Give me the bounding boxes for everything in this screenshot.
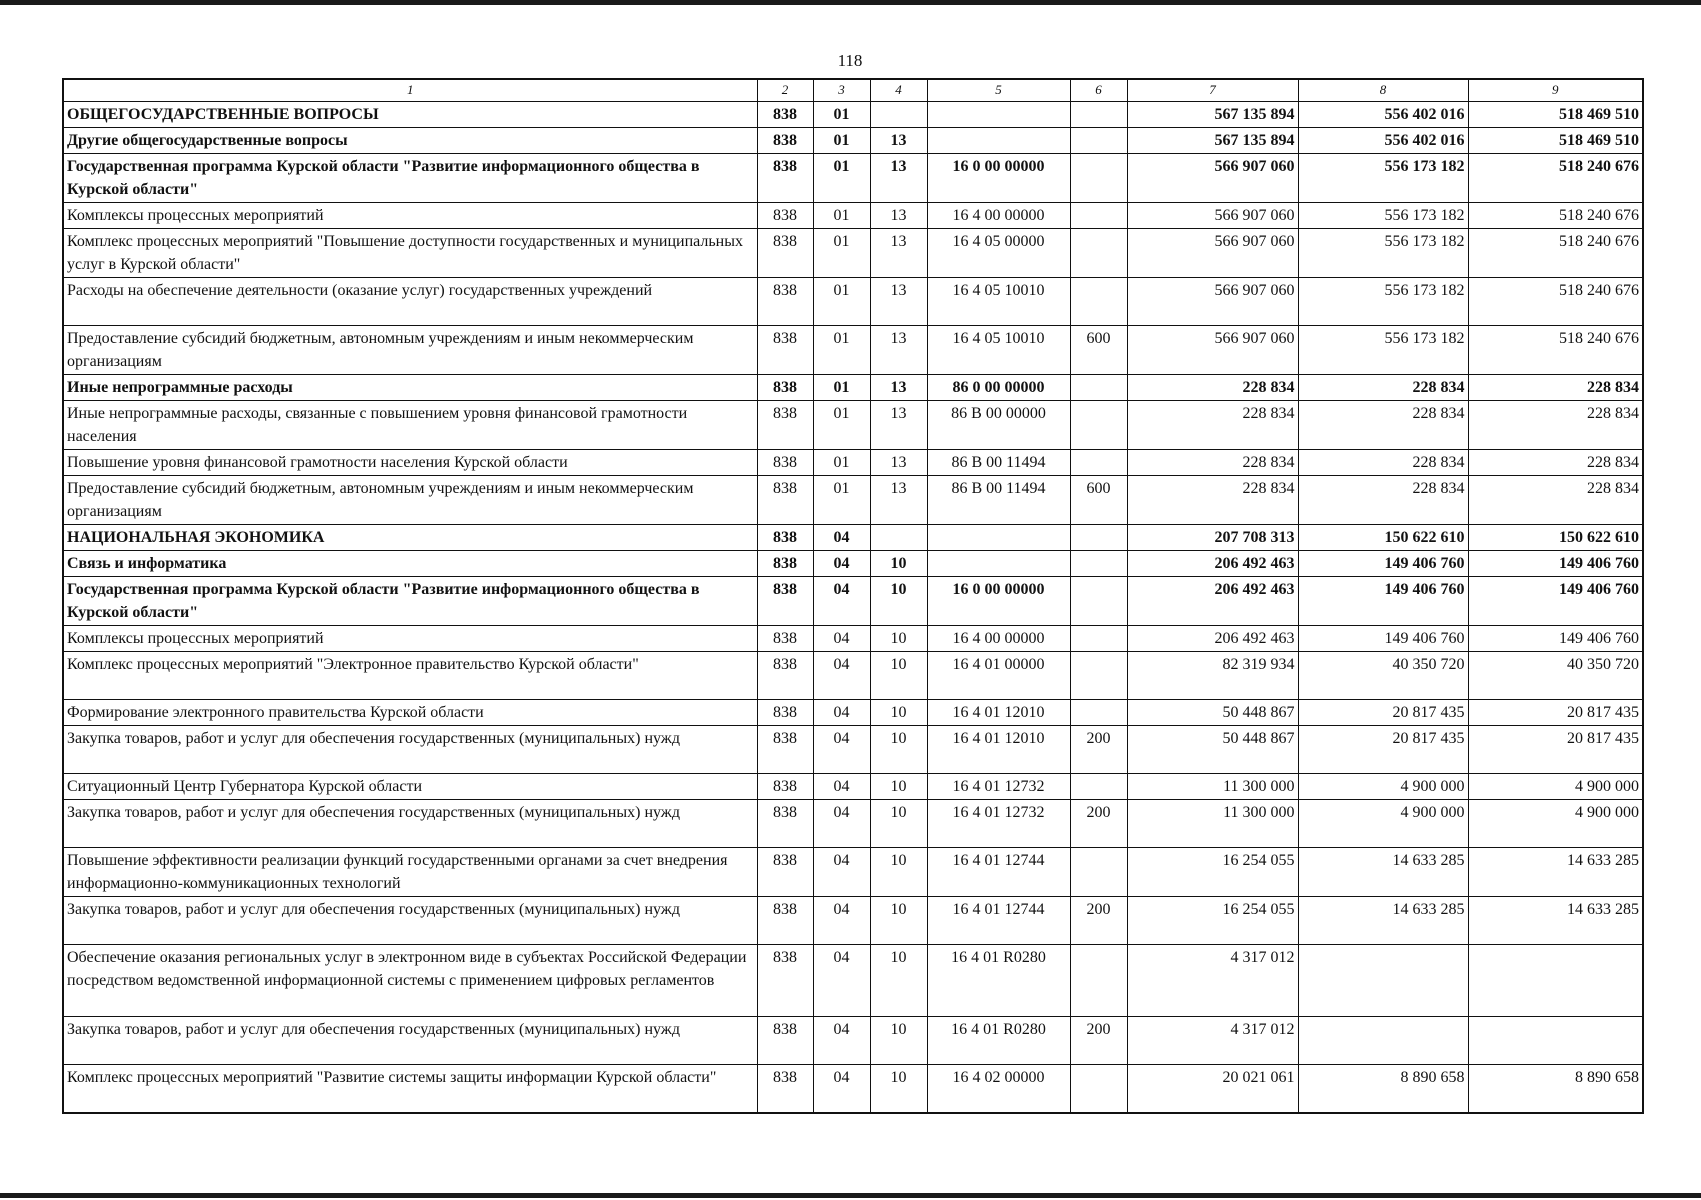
ministry-code: 838 [757,401,813,450]
target-article-code: 16 4 01 00000 [927,652,1070,700]
target-article-code: 16 4 01 12010 [927,726,1070,774]
amount-col-8: 149 406 760 [1298,626,1468,652]
target-article-code [927,525,1070,551]
table-row [63,726,1643,774]
amount-col-9 [1468,945,1643,1017]
budget-table [62,78,1644,1114]
section-code: 04 [813,945,870,1017]
target-article-code: 16 4 01 12732 [927,800,1070,848]
table-row [63,652,1643,700]
table-row [63,476,1643,525]
expense-type-code [1070,450,1127,476]
section-code: 04 [813,848,870,897]
subsection-code: 13 [870,278,927,326]
ministry-code: 838 [757,476,813,525]
ministry-code: 838 [757,945,813,1017]
ministry-code: 838 [757,848,813,897]
amount-col-7: 50 448 867 [1127,700,1298,726]
section-code: 04 [813,1017,870,1065]
expense-type-code [1070,551,1127,577]
amount-col-7: 566 907 060 [1127,229,1298,278]
subsection-code: 13 [870,128,927,154]
amount-col-9: 4 900 000 [1468,800,1643,848]
table-row [63,401,1643,450]
table-row [63,229,1643,278]
expense-type-code [1070,848,1127,897]
table-row [63,700,1643,726]
section-code: 01 [813,102,870,128]
expense-type-code: 200 [1070,726,1127,774]
subsection-code: 13 [870,326,927,375]
expense-type-code [1070,375,1127,401]
expense-type-code [1070,945,1127,1017]
ministry-code: 838 [757,326,813,375]
amount-col-8: 228 834 [1298,401,1468,450]
expense-type-code [1070,154,1127,203]
expense-type-code: 600 [1070,326,1127,375]
subsection-code: 10 [870,1017,927,1065]
amount-col-8: 8 890 658 [1298,1065,1468,1113]
amount-col-7: 566 907 060 [1127,154,1298,203]
budget-item-name: Закупка товаров, работ и услуг для обеспечения государственных (муниципальных) нужд [63,897,757,945]
expense-type-code [1070,128,1127,154]
subsection-code: 10 [870,945,927,1017]
expense-type-code [1070,700,1127,726]
budget-item-name: Иные непрограммные расходы [63,375,757,401]
amount-col-9: 518 240 676 [1468,326,1643,375]
target-article-code [927,102,1070,128]
table-row [63,945,1643,1017]
subsection-code: 10 [870,700,927,726]
budget-item-name: Комплексы процессных мероприятий [63,626,757,652]
target-article-code [927,128,1070,154]
amount-col-7: 228 834 [1127,450,1298,476]
amount-col-7: 11 300 000 [1127,774,1298,800]
amount-col-8: 4 900 000 [1298,774,1468,800]
subsection-code [870,525,927,551]
amount-col-7: 566 907 060 [1127,203,1298,229]
amount-col-7: 206 492 463 [1127,551,1298,577]
budget-item-name: Закупка товаров, работ и услуг для обеспечения государственных (муниципальных) нужд [63,726,757,774]
budget-item-name: Государственная программа Курской области "Развитие информационного общества в Курской области" [63,577,757,626]
section-code: 01 [813,375,870,401]
amount-col-9: 20 817 435 [1468,700,1643,726]
amount-col-9: 4 900 000 [1468,774,1643,800]
amount-col-7: 567 135 894 [1127,102,1298,128]
section-code: 04 [813,726,870,774]
section-code: 01 [813,154,870,203]
subsection-code: 10 [870,551,927,577]
amount-col-9: 518 469 510 [1468,128,1643,154]
budget-item-name: Расходы на обеспечение деятельности (оказание услуг) государственных учреждений [63,278,757,326]
subsection-code: 13 [870,401,927,450]
table-row [63,154,1643,203]
amount-col-9: 518 240 676 [1468,203,1643,229]
table-row [63,128,1643,154]
section-code: 01 [813,128,870,154]
target-article-code: 16 4 01 12010 [927,700,1070,726]
section-code: 01 [813,401,870,450]
target-article-code: 86 В 00 11494 [927,476,1070,525]
ministry-code: 838 [757,375,813,401]
column-number-row [63,79,1643,102]
column-header: 6 [1070,79,1127,102]
section-code: 04 [813,800,870,848]
amount-col-8: 556 173 182 [1298,154,1468,203]
budget-item-name: Комплекс процессных мероприятий "Повышение доступности государственных и муниципальных услуг в Курской области" [63,229,757,278]
expense-type-code [1070,229,1127,278]
ministry-code: 838 [757,700,813,726]
amount-col-9: 149 406 760 [1468,577,1643,626]
amount-col-7: 11 300 000 [1127,800,1298,848]
amount-col-9: 20 817 435 [1468,726,1643,774]
amount-col-9: 14 633 285 [1468,848,1643,897]
subsection-code: 13 [870,476,927,525]
target-article-code: 16 4 02 00000 [927,1065,1070,1113]
amount-col-7: 82 319 934 [1127,652,1298,700]
section-code: 01 [813,326,870,375]
target-article-code: 86 0 00 00000 [927,375,1070,401]
column-header: 9 [1468,79,1643,102]
subsection-code: 10 [870,800,927,848]
table-row [63,525,1643,551]
amount-col-8: 556 173 182 [1298,326,1468,375]
subsection-code: 13 [870,229,927,278]
table-row [63,1065,1643,1113]
ministry-code: 838 [757,1017,813,1065]
amount-col-8: 556 402 016 [1298,128,1468,154]
budget-item-name: Иные непрограммные расходы, связанные с повышением уровня финансовой грамотности населения [63,401,757,450]
budget-item-name: Предоставление субсидий бюджетным, автономным учреждениям и иным некоммерческим организациям [63,476,757,525]
amount-col-9: 518 240 676 [1468,154,1643,203]
ministry-code: 838 [757,1065,813,1113]
amount-col-8: 228 834 [1298,476,1468,525]
budget-item-name: Государственная программа Курской области "Развитие информационного общества в Курской области" [63,154,757,203]
target-article-code: 16 4 00 00000 [927,203,1070,229]
ministry-code: 838 [757,278,813,326]
amount-col-8: 556 173 182 [1298,203,1468,229]
section-code: 04 [813,577,870,626]
section-code: 04 [813,1065,870,1113]
ministry-code: 838 [757,525,813,551]
subsection-code: 13 [870,203,927,229]
amount-col-7: 20 021 061 [1127,1065,1298,1113]
ministry-code: 838 [757,577,813,626]
section-code: 01 [813,450,870,476]
expense-type-code [1070,278,1127,326]
table-row [63,800,1643,848]
amount-col-7: 566 907 060 [1127,326,1298,375]
ministry-code: 838 [757,652,813,700]
budget-item-name: Обеспечение оказания региональных услуг в электронном виде в субъектах Российской Федерации посредством ведомственной информационной системы с применением цифровых регламентов [63,945,757,1017]
amount-col-7: 207 708 313 [1127,525,1298,551]
expense-type-code [1070,203,1127,229]
table-row [63,326,1643,375]
amount-col-7: 567 135 894 [1127,128,1298,154]
expense-type-code [1070,577,1127,626]
section-code: 04 [813,897,870,945]
budget-item-name: Комплекс процессных мероприятий "Электронное правительство Курской области" [63,652,757,700]
amount-col-8 [1298,1017,1468,1065]
table-row [63,375,1643,401]
ministry-code: 838 [757,800,813,848]
subsection-code: 10 [870,774,927,800]
section-code: 04 [813,700,870,726]
table-row [63,278,1643,326]
column-header: 3 [813,79,870,102]
budget-item-name: Связь и информатика [63,551,757,577]
amount-col-8: 14 633 285 [1298,848,1468,897]
amount-col-8: 228 834 [1298,450,1468,476]
amount-col-8: 556 402 016 [1298,102,1468,128]
target-article-code: 16 4 01 12744 [927,848,1070,897]
amount-col-7: 4 317 012 [1127,1017,1298,1065]
amount-col-7: 206 492 463 [1127,577,1298,626]
expense-type-code: 200 [1070,1017,1127,1065]
amount-col-7: 228 834 [1127,375,1298,401]
ministry-code: 838 [757,102,813,128]
ministry-code: 838 [757,203,813,229]
target-article-code: 86 В 00 11494 [927,450,1070,476]
target-article-code [927,551,1070,577]
target-article-code: 16 4 00 00000 [927,626,1070,652]
amount-col-9: 149 406 760 [1468,551,1643,577]
expense-type-code [1070,774,1127,800]
section-code: 04 [813,626,870,652]
subsection-code: 10 [870,652,927,700]
amount-col-9: 228 834 [1468,476,1643,525]
budget-item-name: Комплекс процессных мероприятий "Развитие системы защиты информации Курской области" [63,1065,757,1113]
amount-col-9: 518 469 510 [1468,102,1643,128]
column-header: 7 [1127,79,1298,102]
table-row [63,848,1643,897]
table-row [63,774,1643,800]
ministry-code: 838 [757,551,813,577]
ministry-code: 838 [757,450,813,476]
amount-col-8: 150 622 610 [1298,525,1468,551]
amount-col-7: 50 448 867 [1127,726,1298,774]
amount-col-9 [1468,1017,1643,1065]
target-article-code: 16 0 00 00000 [927,577,1070,626]
expense-type-code [1070,1065,1127,1113]
scan-edge-bottom [0,1193,1701,1198]
target-article-code: 16 4 05 10010 [927,326,1070,375]
table-row [63,626,1643,652]
ministry-code: 838 [757,897,813,945]
subsection-code: 13 [870,154,927,203]
expense-type-code: 600 [1070,476,1127,525]
budget-item-name: Формирование электронного правительства Курской области [63,700,757,726]
section-code: 04 [813,551,870,577]
table-row [63,450,1643,476]
subsection-code: 13 [870,450,927,476]
amount-col-8: 40 350 720 [1298,652,1468,700]
target-article-code: 16 4 01 12744 [927,897,1070,945]
expense-type-code: 200 [1070,897,1127,945]
expense-type-code: 200 [1070,800,1127,848]
table-row [63,102,1643,128]
subsection-code: 13 [870,375,927,401]
amount-col-9: 8 890 658 [1468,1065,1643,1113]
amount-col-9: 518 240 676 [1468,278,1643,326]
amount-col-9: 149 406 760 [1468,626,1643,652]
table-row [63,551,1643,577]
budget-item-name: Комплексы процессных мероприятий [63,203,757,229]
table-row [63,897,1643,945]
subsection-code: 10 [870,726,927,774]
subsection-code: 10 [870,626,927,652]
column-header: 8 [1298,79,1468,102]
target-article-code: 16 4 01 R0280 [927,945,1070,1017]
target-article-code: 16 4 05 00000 [927,229,1070,278]
budget-item-name: Повышение уровня финансовой грамотности населения Курской области [63,450,757,476]
column-header: 4 [870,79,927,102]
budget-item-name: Ситуационный Центр Губернатора Курской области [63,774,757,800]
amount-col-9: 228 834 [1468,401,1643,450]
amount-col-9: 14 633 285 [1468,897,1643,945]
amount-col-8: 228 834 [1298,375,1468,401]
amount-col-8: 556 173 182 [1298,229,1468,278]
amount-col-7: 228 834 [1127,476,1298,525]
expense-type-code [1070,401,1127,450]
section-code: 01 [813,203,870,229]
budget-item-name: НАЦИОНАЛЬНАЯ ЭКОНОМИКА [63,525,757,551]
section-code: 01 [813,476,870,525]
section-code: 04 [813,774,870,800]
amount-col-8: 556 173 182 [1298,278,1468,326]
column-header: 1 [63,79,757,102]
amount-col-8: 20 817 435 [1298,700,1468,726]
amount-col-9: 228 834 [1468,450,1643,476]
subsection-code: 10 [870,848,927,897]
amount-col-8: 14 633 285 [1298,897,1468,945]
amount-col-7: 16 254 055 [1127,848,1298,897]
budget-item-name: Другие общегосударственные вопросы [63,128,757,154]
budget-item-name: Закупка товаров, работ и услуг для обеспечения государственных (муниципальных) нужд [63,800,757,848]
expense-type-code [1070,652,1127,700]
amount-col-8: 149 406 760 [1298,577,1468,626]
section-code: 04 [813,652,870,700]
expense-type-code [1070,626,1127,652]
column-header: 2 [757,79,813,102]
budget-item-name: ОБЩЕГОСУДАРСТВЕННЫЕ ВОПРОСЫ [63,102,757,128]
target-article-code: 86 В 00 00000 [927,401,1070,450]
ministry-code: 838 [757,154,813,203]
ministry-code: 838 [757,229,813,278]
ministry-code: 838 [757,726,813,774]
target-article-code: 16 4 01 R0280 [927,1017,1070,1065]
page-number: 118 [837,51,863,70]
amount-col-9: 40 350 720 [1468,652,1643,700]
amount-col-8: 20 817 435 [1298,726,1468,774]
table-row [63,203,1643,229]
amount-col-7: 228 834 [1127,401,1298,450]
amount-col-7: 4 317 012 [1127,945,1298,1017]
budget-item-name: Закупка товаров, работ и услуг для обеспечения государственных (муниципальных) нужд [63,1017,757,1065]
table-body [63,102,1643,1113]
amount-col-9: 518 240 676 [1468,229,1643,278]
budget-item-name: Повышение эффективности реализации функций государственными органами за счет внедрения информационно-коммуникационных технологий [63,848,757,897]
budget-item-name: Предоставление субсидий бюджетным, автономным учреждениям и иным некоммерческим организациям [63,326,757,375]
amount-col-7: 566 907 060 [1127,278,1298,326]
section-code: 01 [813,229,870,278]
table-row [63,1017,1643,1065]
ministry-code: 838 [757,626,813,652]
subsection-code [870,102,927,128]
ministry-code: 838 [757,774,813,800]
section-code: 01 [813,278,870,326]
amount-col-8 [1298,945,1468,1017]
amount-col-9: 150 622 610 [1468,525,1643,551]
amount-col-8: 149 406 760 [1298,551,1468,577]
table-row [63,577,1643,626]
subsection-code: 10 [870,577,927,626]
amount-col-9: 228 834 [1468,375,1643,401]
column-header: 5 [927,79,1070,102]
amount-col-7: 206 492 463 [1127,626,1298,652]
amount-col-8: 4 900 000 [1298,800,1468,848]
target-article-code: 16 4 05 10010 [927,278,1070,326]
expense-type-code [1070,525,1127,551]
target-article-code: 16 4 01 12732 [927,774,1070,800]
subsection-code: 10 [870,1065,927,1113]
subsection-code: 10 [870,897,927,945]
target-article-code: 16 0 00 00000 [927,154,1070,203]
scan-edge-top [0,0,1701,5]
expense-type-code [1070,102,1127,128]
ministry-code: 838 [757,128,813,154]
amount-col-7: 16 254 055 [1127,897,1298,945]
section-code: 04 [813,525,870,551]
